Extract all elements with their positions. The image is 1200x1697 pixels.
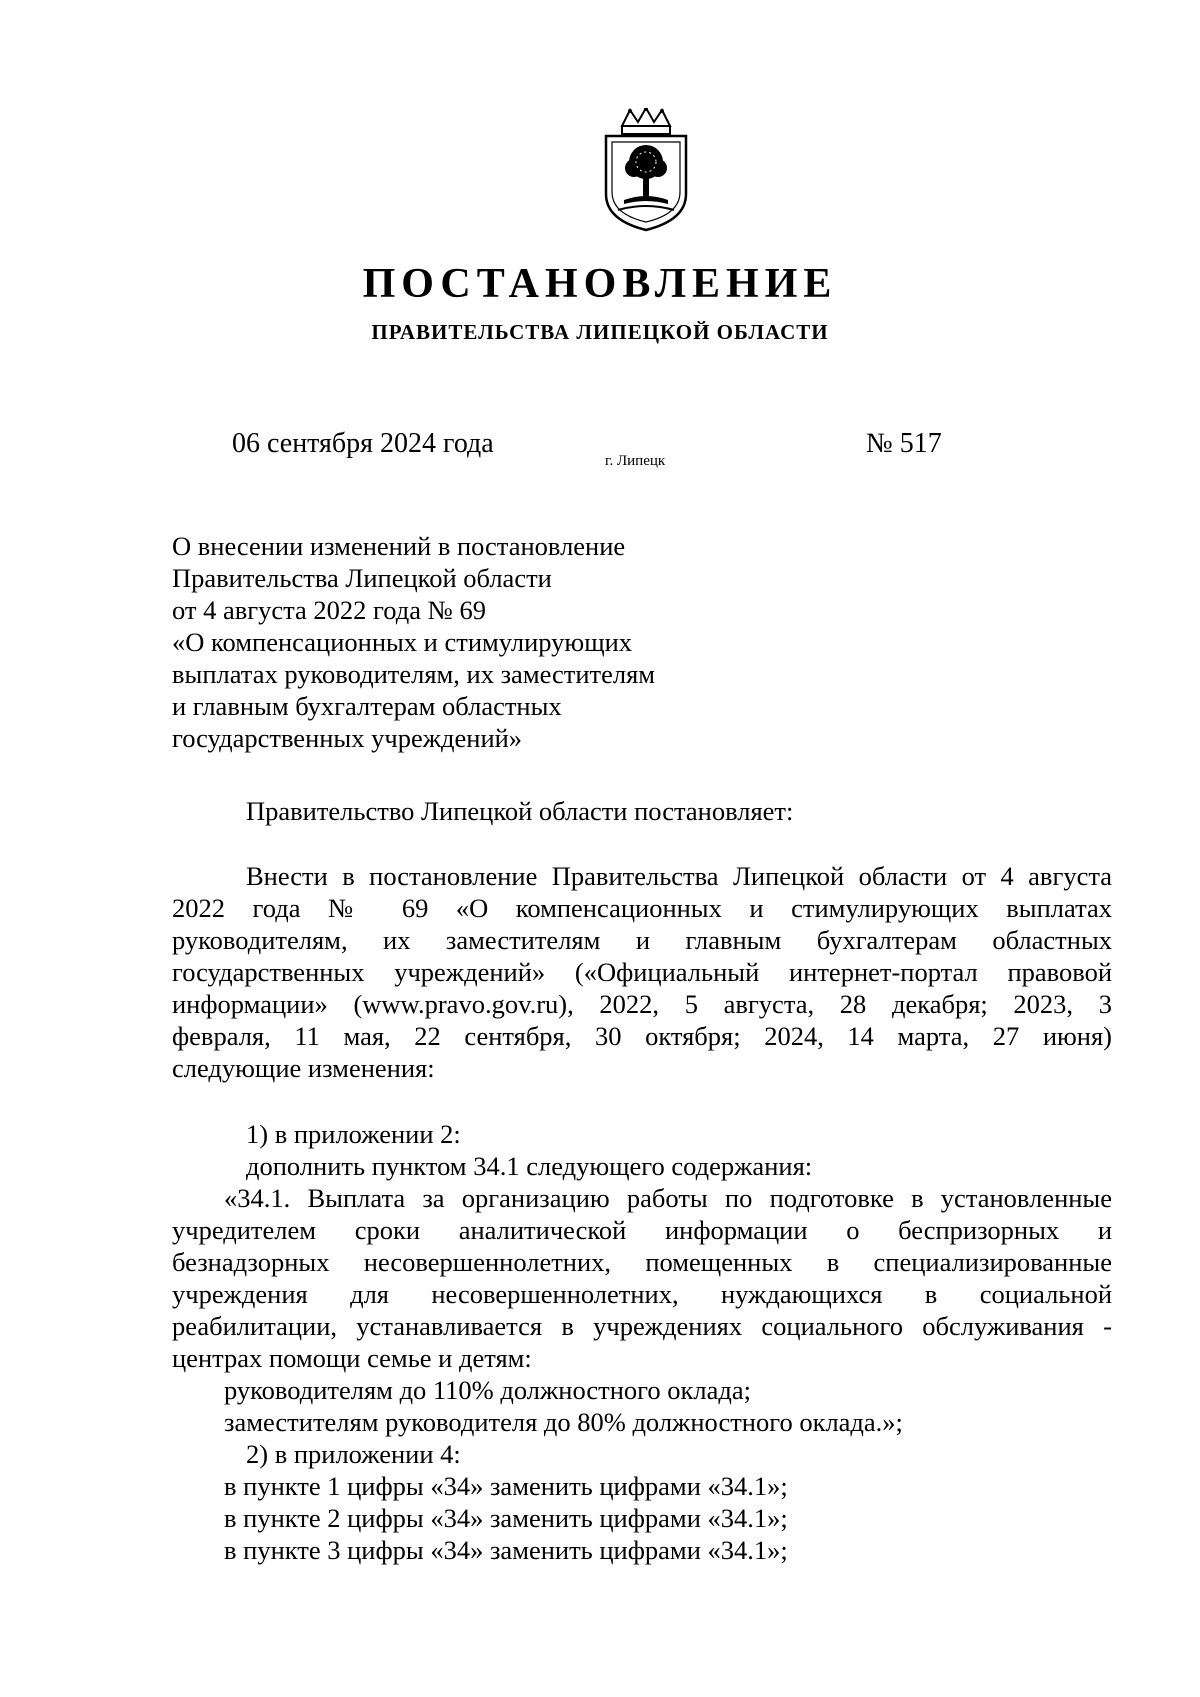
intro-paragraph (172, 860, 1112, 1084)
coat-of-arms-emblem (600, 108, 692, 234)
item1-text-line: реабилитации, устанавливается в учреждениях социального обслуживания - (172, 1311, 1112, 1341)
document-city: г. Липецк (605, 453, 666, 469)
title-line: О внесении изменений в постановление (172, 531, 626, 561)
title-line: государственных учреждений» (172, 723, 523, 753)
item1-heading: 1) в приложении 2: (246, 1119, 461, 1149)
item2-line: в пункте 2 цифры «34» заменить цифрами «34.1»; (224, 1503, 788, 1533)
intro-line: руководителям, их заместителям и главным бухгалтерам областных (172, 925, 1112, 955)
document-type-heading: ПОСТАНОВЛЕНИЕ (362, 261, 838, 307)
item2-line: в пункте 3 цифры «34» заменить цифрами «34.1»; (224, 1535, 788, 1565)
item2-heading: 2) в приложении 4: (246, 1439, 461, 1469)
title-line: от 4 августа 2022 года № 69 (172, 595, 487, 625)
title-line: Правительства Липецкой области (172, 563, 552, 593)
title-line: и главным бухгалтерам областных (172, 691, 562, 721)
item1-text-line: центрах помощи семье и детям: (172, 1343, 532, 1373)
preamble: Правительство Липецкой области постановляет: (246, 796, 794, 826)
item1-head-rate: руководителям до 110% должностного оклада; (224, 1375, 751, 1405)
intro-line: государственных учреждений» («Официальный интернет-портал правовой (172, 957, 1112, 987)
item1-text-line: учредителем сроки аналитической информации о беспризорных и (172, 1215, 1112, 1245)
issuer-heading: ПРАВИТЕЛЬСТВА ЛИПЕЦКОЙ ОБЛАСТИ (371, 320, 829, 344)
item1-text-line: «34.1. Выплата за организацию работы по подготовке в установленные (224, 1183, 1112, 1213)
item1-new-paragraph (172, 1182, 1112, 1374)
title-line: выплатах руководителям, их заместителям (172, 659, 656, 689)
item1-text-line: учреждения для несовершеннолетних, нуждающихся в социальной (172, 1279, 1112, 1309)
item1-instruction: дополнить пунктом 34.1 следующего содержания: (246, 1151, 813, 1181)
item2-line: в пункте 1 цифры «34» заменить цифрами «34.1»; (224, 1471, 788, 1501)
intro-line: 2022 года № 69 «О компенсационных и стимулирующих выплатах (172, 893, 1112, 923)
item1-text-line: безнадзорных несовершеннолетних, помещенных в специализированные (172, 1247, 1112, 1277)
document-date: 06 сентября 2024 года (232, 428, 494, 459)
document-number: № 517 (866, 428, 942, 459)
item1-deputy-rate: заместителям руководителя до 80% должностного оклада.»; (224, 1407, 903, 1437)
intro-line: следующие изменения: (172, 1053, 435, 1083)
intro-line: Внести в постановление Правительства Липецкой области от 4 августа (246, 861, 1112, 891)
intro-line: февраля, 11 мая, 22 сентября, 30 октября; 2024, 14 марта, 27 июня) (172, 1021, 1112, 1051)
intro-line: информации» (www.pravo.gov.ru), 2022, 5 августа, 28 декабря; 2023, 3 (172, 989, 1112, 1019)
title-line: «О компенсационных и стимулирующих (172, 627, 633, 657)
